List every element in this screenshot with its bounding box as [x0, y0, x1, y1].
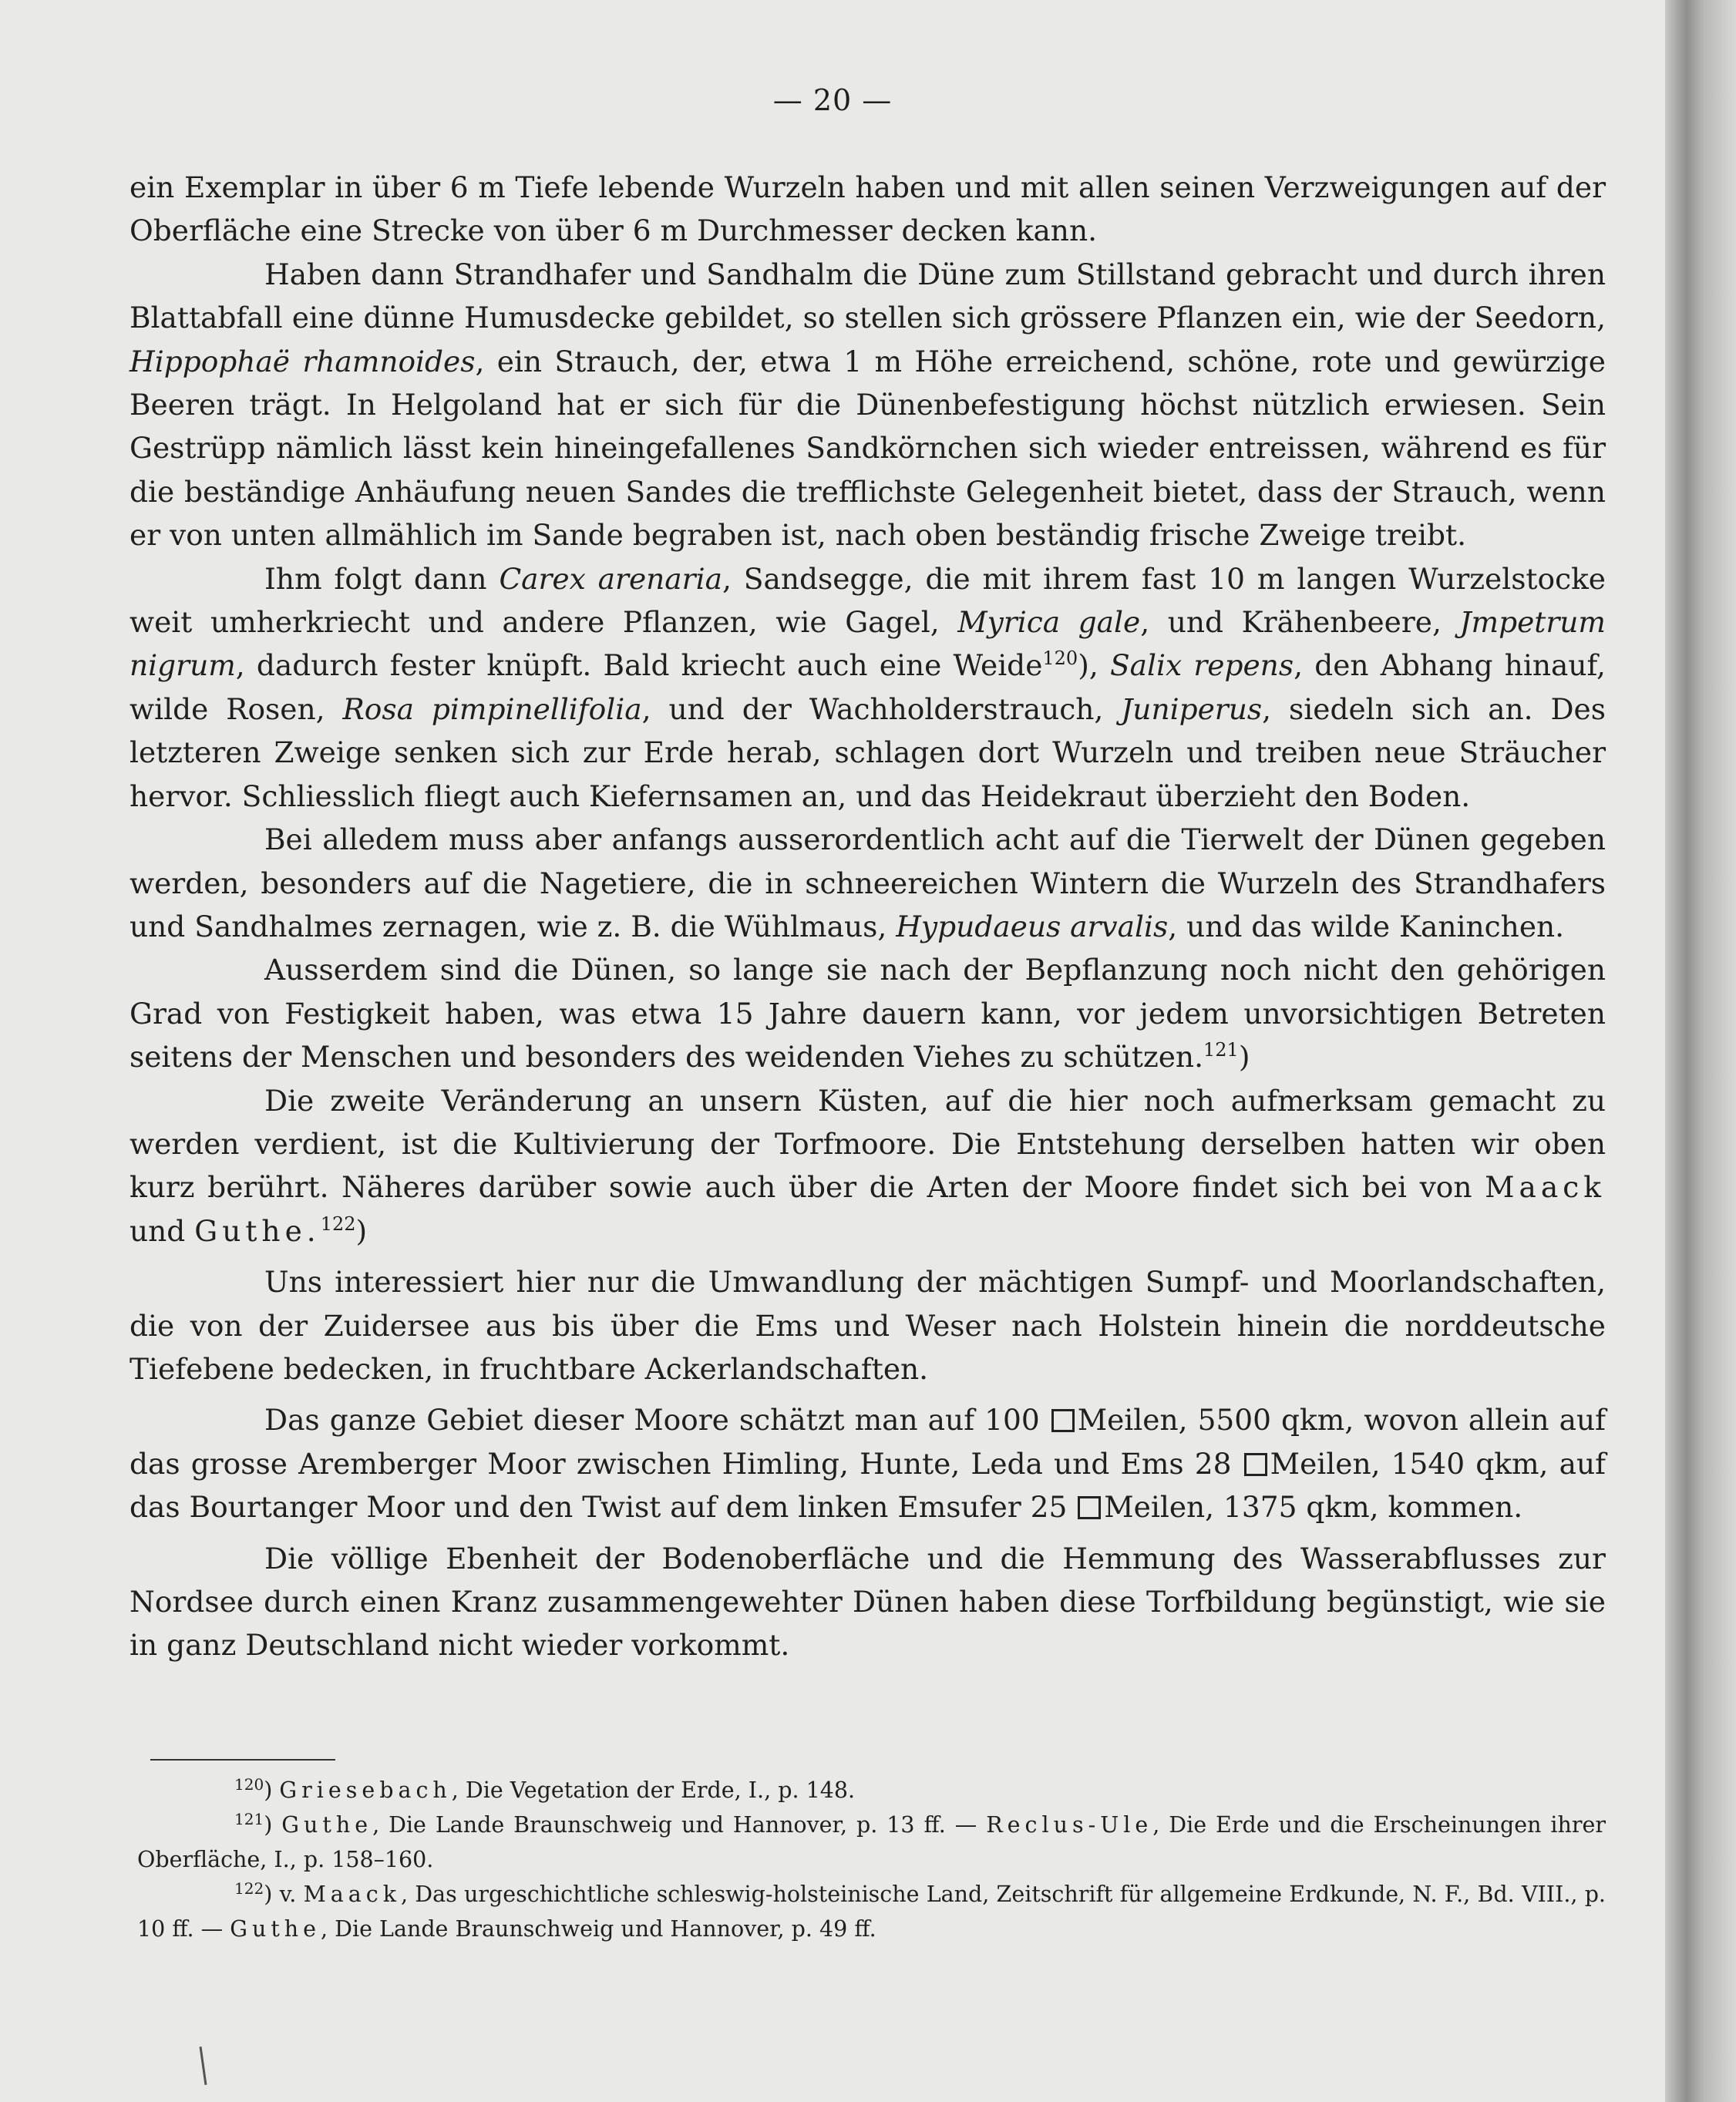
footnote-122: $^{122}$) v. Maack, Das urgeschichtliche schleswig-holsteinische Land, Zeitschrift für allgemeine Erdkunde, N. F., Bd. VIII., p. 10 ff. — Guthe, Die Lande Braunschweig und Hannover, p. 49 ff.: [137, 1879, 1606, 1942]
paragraph-carex: Ihm folgt dann Carex arenaria, Sandsegge, die mit ihrem fast 10 m langen Wurzelstocke weit umherkriecht und andere Pflanzen, wie Gagel, Myrica gale, und Krähenbeere, Jmpetrum nigrum, dadurch fester knüpft. Bald kriecht auch eine Weide$^{120}$), Salix repens, den Abhang hinauf, wilde Rosen, Rosa pimpinellifolia, und der Wachholderstrauch, Juniperus, siedeln sich an. Des letzteren Zweige senken sich zur Erde herab, schlagen dort Wurzeln und treiben neue Sträucher hervor. Schliesslich fliegt auch Kiefernsamen an, und das Heidekraut überzieht den Boden.: [130, 561, 1606, 813]
species-name: Hippophaë rhamnoides: [130, 344, 476, 378]
square-miles-icon: [1051, 1409, 1075, 1432]
species-name: Myrica gale: [957, 605, 1141, 640]
paragraph-festigkeit: Ausserdem sind die Dünen, so lange sie nach der Bepflanzung noch nicht den gehörigen Grad von Festigkeit haben, was etwa 15 Jahre dauern kann, vor jedem unvorsichtigen Betreten seitens der Menschen und besonders des weidenden Viehes zu schützen.$^{121}$): [130, 953, 1606, 1075]
pencil-mark: [200, 2047, 207, 2085]
footnote-ref: 122: [320, 1212, 356, 1235]
author-name: Maack: [1485, 1170, 1606, 1205]
footnote-121: $^{121}$) Guthe, Die Lande Braunschweig und Hannover, p. 13 ff. — Reclus-Ule, Die Erde und die Erscheinungen ihrer Oberfläche, I., p. 158–160.: [137, 1810, 1606, 1872]
paragraph-tierwelt: Bei alledem muss aber anfangs ausserordentlich acht auf die Tierwelt der Dünen gegeben werden, besonders auf die Nagetiere, die in schneereichen Wintern die Wurzeln des Strandhafers und Sandhalmes zernagen, wie z. B. die Wühlmaus, Hypudaeus arvalis, und das wilde Kaninchen.: [130, 822, 1606, 943]
paragraph-ebenheit: Die völlige Ebenheit der Bodenoberfläche und die Hemmung des Wasserabflusses zur Nordsee durch einen Kranz zusammengewehter Dünen haben diese Torfbildung begünstigt, wie sie in ganz Deutschland nicht wieder vorkommt.: [130, 1541, 1606, 1663]
footnote-120: $^{120}$) Griesebach, Die Vegetation der Erde, I., p. 148.: [234, 1775, 856, 1803]
footnotes: [137, 1773, 1606, 1946]
author-name: Guthe: [281, 1812, 373, 1838]
footnote-ref: 120: [1042, 647, 1078, 670]
paragraph-umwandlung: Uns interessiert hier nur die Umwandlung der mächtigen Sumpf- und Moorlandschaften, die von der Zuidersee aus bis über die Ems und Weser nach Holstein hinein die norddeutsche Tiefebene bedecken, in fruchtbare Ackerlandschaften.: [130, 1265, 1606, 1386]
body-text: [130, 166, 1606, 1667]
species-name: Jmpetrum nigrum: [130, 605, 1606, 683]
paragraph-continuation: ein Exemplar in über 6 m Tiefe lebende Wurzeln haben und mit allen seinen Verzweigungen auf der Oberfläche eine Strecke von über 6 m Durchmesser decken kann.: [130, 170, 1606, 248]
species-name: Rosa pimpinellifolia: [342, 691, 642, 726]
author-name: Griesebach: [279, 1777, 452, 1803]
square-miles-icon: [1244, 1453, 1267, 1476]
author-name: Guthe: [230, 1916, 321, 1942]
species-name: Hypudaeus arvalis: [896, 909, 1169, 943]
species-name: Salix repens: [1109, 648, 1294, 683]
paragraph-seedorn: Haben dann Strandhafer und Sandhalm die Düne zum Stillstand gebracht und durch ihren Blattabfall eine dünne Humusdecke gebildet, so stellen sich grössere Pflanzen ein, wie der Seedorn, Hippophaë rhamnoides, ein Strauch, der, etwa 1 m Höhe erreichend, schöne, rote und gewürzige Beeren trägt. In Helgoland hat er sich für die Dünenbefestigung höchst nützlich erwiesen. Sein Gestrüpp nämlich lässt kein hineingefallenes Sandkörnchen sich wieder entreissen, während es für die beständige Anhäufung neuen Sandes die trefflichste Gelegenheit bietet, dass der Strauch, wenn er von unten allmählich im Sande begraben ist, nach oben beständig frische Zweige treibt.: [130, 257, 1606, 553]
footnote-ref: 121: [1203, 1039, 1239, 1061]
species-name: Juniperus: [1121, 691, 1263, 726]
paragraph-torfmoore: Die zweite Veränderung an unsern Küsten, auf die hier noch aufmerksam gemacht zu werden verdient, ist die Kultivierung der Torfmoore. Die Entstehung derselben hatten wir oben kurz berührt. Näheres darüber sowie auch über die Arten der Moore findet sich bei von Maack und Guthe.$^{122}$): [130, 1083, 1606, 1248]
species-name: Carex arenaria: [499, 561, 722, 596]
author-name: Reclus-Ule: [986, 1812, 1153, 1838]
paragraph-gebiet: Das ganze Gebiet dieser Moore schätzt man auf 100 Meilen, 5500 qkm, wovon allein auf das grosse Aremberger Moor zwischen Himling, Hunte, Leda und Ems 28 Meilen, 1540 qkm, auf das Bourtanger Moor und den Twist auf dem linken Emsufer 25 Meilen, 1375 qkm, kommen.: [130, 1403, 1606, 1525]
author-name: Guthe.: [194, 1213, 321, 1248]
square-miles-icon: [1078, 1496, 1101, 1519]
footnote-divider: [150, 1759, 335, 1761]
author-name: Maack: [303, 1882, 401, 1907]
page-edge-shadow: [1665, 0, 1736, 2102]
page-number: — 20 —: [772, 83, 893, 117]
